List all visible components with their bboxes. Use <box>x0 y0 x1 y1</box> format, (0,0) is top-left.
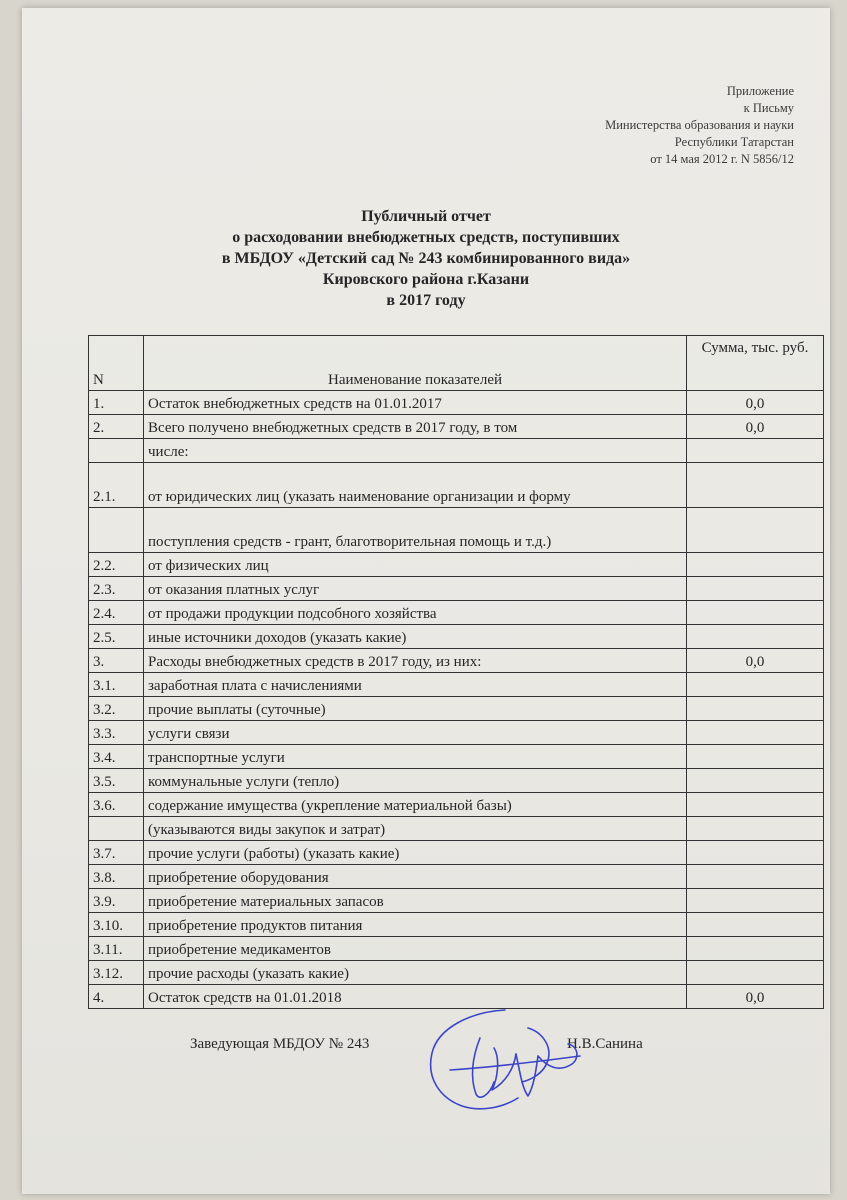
row-indicator-name: от продажи продукции подсобного хозяйства <box>144 601 687 625</box>
table-row <box>89 415 824 439</box>
row-sum <box>687 439 824 463</box>
row-number <box>89 439 144 463</box>
report-table <box>88 335 824 1009</box>
row-indicator-name: услуги связи <box>144 721 687 745</box>
document-page <box>22 8 830 1194</box>
row-indicator-name: приобретение материальных запасов <box>144 889 687 913</box>
header-sum: Сумма, тыс. руб. <box>687 336 824 391</box>
row-sum <box>687 865 824 889</box>
row-number: 3.7. <box>89 841 144 865</box>
table-row <box>89 553 824 577</box>
row-number: 4. <box>89 985 144 1009</box>
row-indicator-name: прочие расходы (указать какие) <box>144 961 687 985</box>
table-row <box>89 817 824 841</box>
row-sum <box>687 463 824 508</box>
row-number: 2.2. <box>89 553 144 577</box>
table-row <box>89 793 824 817</box>
table-header-row <box>89 336 824 391</box>
row-sum <box>687 769 824 793</box>
table-row <box>89 463 824 508</box>
row-sum: 0,0 <box>687 649 824 673</box>
table-row <box>89 745 824 769</box>
row-indicator-name: Расходы внебюджетных средств в 2017 году, из них: <box>144 649 687 673</box>
row-indicator-name: от юридических лиц (указать наименование организации и форму <box>144 463 687 508</box>
appendix-line-2: к Письму <box>743 101 794 115</box>
row-sum <box>687 841 824 865</box>
row-number: 2.3. <box>89 577 144 601</box>
row-indicator-name: содержание имущества (укрепление материальной базы) <box>144 793 687 817</box>
row-indicator-name: Остаток средств на 01.01.2018 <box>144 985 687 1009</box>
appendix-line-1: Приложение <box>726 84 794 98</box>
row-indicator-name: от физических лиц <box>144 553 687 577</box>
title-line-3: в МБДОУ «Детский сад № 243 комбинированного вида» <box>221 250 631 267</box>
appendix-line-5: от 14 мая 2012 г. N 5856/12 <box>650 152 794 166</box>
row-sum <box>687 937 824 961</box>
row-number: 3.11. <box>89 937 144 961</box>
row-sum <box>687 793 824 817</box>
table-row <box>89 697 824 721</box>
row-sum: 0,0 <box>687 391 824 415</box>
row-number <box>89 817 144 841</box>
row-number: 3.12. <box>89 961 144 985</box>
row-sum <box>687 697 824 721</box>
row-sum <box>687 721 824 745</box>
row-number: 3.4. <box>89 745 144 769</box>
row-sum <box>687 673 824 697</box>
row-sum <box>687 577 824 601</box>
row-indicator-name: коммунальные услуги (тепло) <box>144 769 687 793</box>
row-sum <box>687 553 824 577</box>
title-line-1: Публичный отчет <box>361 208 491 225</box>
title-line-2: о расходовании внебюджетных средств, поступивших <box>232 229 620 246</box>
table-row <box>89 439 824 463</box>
row-sum <box>687 745 824 769</box>
row-number: 3.10. <box>89 913 144 937</box>
row-indicator-name: заработная плата с начислениями <box>144 673 687 697</box>
row-indicator-name: Всего получено внебюджетных средств в 2017 году, в том <box>144 415 687 439</box>
row-number: 1. <box>89 391 144 415</box>
signatory-name: Н.В.Санина <box>567 1036 643 1052</box>
handwritten-signature <box>410 998 595 1123</box>
row-number: 2.1. <box>89 463 144 508</box>
row-indicator-name: прочие услуги (работы) (указать какие) <box>144 841 687 865</box>
row-sum <box>687 889 824 913</box>
table-row <box>89 865 824 889</box>
row-number: 2. <box>89 415 144 439</box>
table-row <box>89 673 824 697</box>
row-number: 3.3. <box>89 721 144 745</box>
row-number: 3.2. <box>89 697 144 721</box>
table-row <box>89 625 824 649</box>
table-row <box>89 841 824 865</box>
row-sum <box>687 913 824 937</box>
row-sum <box>687 817 824 841</box>
row-sum <box>687 625 824 649</box>
row-indicator-name: от оказания платных услуг <box>144 577 687 601</box>
title-line-4: Кировского района г.Казани <box>322 271 530 288</box>
row-indicator-name: приобретение медикаментов <box>144 937 687 961</box>
row-number: 3.8. <box>89 865 144 889</box>
row-sum <box>687 961 824 985</box>
row-number: 3.6. <box>89 793 144 817</box>
table-row <box>89 913 824 937</box>
row-sum <box>687 601 824 625</box>
appendix-note <box>605 83 794 168</box>
row-sum: 0,0 <box>687 985 824 1009</box>
row-number: 3.1. <box>89 673 144 697</box>
title-line-5: в 2017 году <box>386 292 466 309</box>
header-name: Наименование показателей <box>144 336 687 391</box>
row-number: 2.5. <box>89 625 144 649</box>
table-row <box>89 721 824 745</box>
row-number: 3.9. <box>89 889 144 913</box>
table-row <box>89 649 824 673</box>
row-indicator-name: приобретение оборудования <box>144 865 687 889</box>
table-row <box>89 577 824 601</box>
row-number: 3. <box>89 649 144 673</box>
table-row <box>89 961 824 985</box>
row-sum: 0,0 <box>687 415 824 439</box>
row-indicator-name: иные источники доходов (указать какие) <box>144 625 687 649</box>
row-indicator-name: поступления средств - грант, благотворительная помощь и т.д.) <box>144 508 687 553</box>
report-title <box>22 206 830 311</box>
row-indicator-name: Остаток внебюджетных средств на 01.01.2017 <box>144 391 687 415</box>
table-row <box>89 508 824 553</box>
row-indicator-name: числе: <box>144 439 687 463</box>
appendix-line-4: Республики Татарстан <box>674 135 794 149</box>
row-indicator-name: прочие выплаты (суточные) <box>144 697 687 721</box>
table-row <box>89 889 824 913</box>
row-number: 2.4. <box>89 601 144 625</box>
signatory-title: Заведующая МБДОУ № 243 <box>190 1036 370 1052</box>
table-row <box>89 769 824 793</box>
row-indicator-name: приобретение продуктов питания <box>144 913 687 937</box>
row-number <box>89 508 144 553</box>
appendix-line-3: Министерства образования и науки <box>605 118 794 132</box>
table-row <box>89 937 824 961</box>
row-sum <box>687 508 824 553</box>
row-indicator-name: (указываются виды закупок и затрат) <box>144 817 687 841</box>
table-row <box>89 391 824 415</box>
row-number: 3.5. <box>89 769 144 793</box>
row-indicator-name: транспортные услуги <box>144 745 687 769</box>
table-row <box>89 601 824 625</box>
header-num: N <box>89 336 144 391</box>
